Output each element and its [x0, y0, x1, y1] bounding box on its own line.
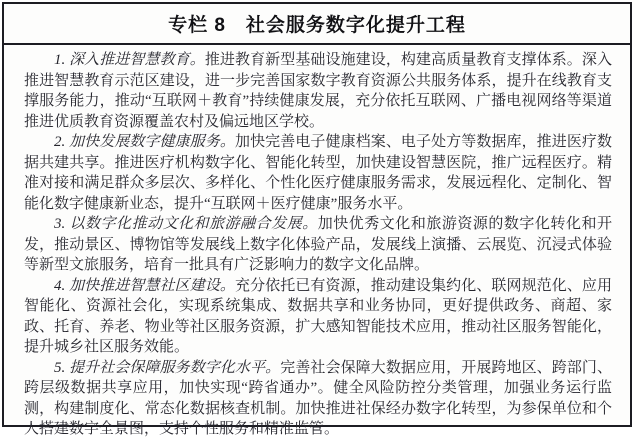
item-2-text: 加快完善电子健康档案、电子处方等数据库，推进医疗数据共建共享。推进医疗机构数字化、智能化转型，加快建设智慧医院，推广远程医疗。精准对接和满足群众多层次、多样化、个性化医疗健康服务需求，发展远程化、定制化、智能化数字健康新业态，提升“互联网＋医疗健康”服务水平。	[24, 134, 612, 212]
item-1-text: 推进教育新型基础设施建设，构建高质量教育支撑体系。深入推进智慧教育示范区建设，进一步完善国家数字教育资源公共服务体系，提升在线教育支撑服务能力，推动“互联网＋教育”持续健康发展，充分依托互联网、广播电视网络等渠道推进优质教育资源覆盖农村及偏远地区学校。	[24, 52, 612, 130]
item-1-lead: 1. 深入推进智慧教育。	[54, 52, 205, 68]
item-3-lead: 3. 以数字化推动文化和旅游融合发展。	[54, 216, 318, 232]
item-2-lead: 2. 加快发展数字健康服务。	[54, 134, 235, 150]
item-5-lead: 5. 提升社会保障服务数字化水平。	[54, 359, 281, 376]
item-4-text: 充分依托已有资源，推动建设集约化、联网规范化、应用智能化、资源社会化，实现系统集成、数据共享和业务协同，更好提供政务、商超、家政、托育、养老、物业等社区服务资源，扩大感知智能技术应用，推动社区服务智能化，提升城乡社区服务效能。	[24, 277, 612, 355]
item-4-lead: 4. 加快推进智慧社区建设。	[54, 277, 235, 294]
item-5-text: 完善社会保障大数据应用，开展跨地区、跨部门、跨层级数据共享应用，加快实现“跨省通办”。健全风险防控分类管理，加强业务运行监测，构建制度化、常态化数据核查机制。加快推进社保经办数字化转型，为参保单位和个人搭建数字全景图，支持个性服务和精准监管。	[24, 359, 612, 437]
list-item	[24, 50, 612, 132]
item-3-text: 加快优秀文化和旅游资源的数字化转化和开发，推动景区、博物馆等发展线上数字化体验产品，发展线上演播、云展览、沉浸式体验等新型文旅服务，培育一批具有广泛影响力的数字文化品牌。	[24, 216, 612, 273]
list-item	[24, 276, 612, 358]
list-item	[24, 214, 612, 276]
list-item	[24, 358, 612, 440]
panel-body	[4, 45, 630, 440]
column-box	[2, 2, 632, 437]
list-item	[24, 132, 612, 214]
panel-title: 专栏 8 社会服务数字化提升工程	[4, 4, 630, 45]
